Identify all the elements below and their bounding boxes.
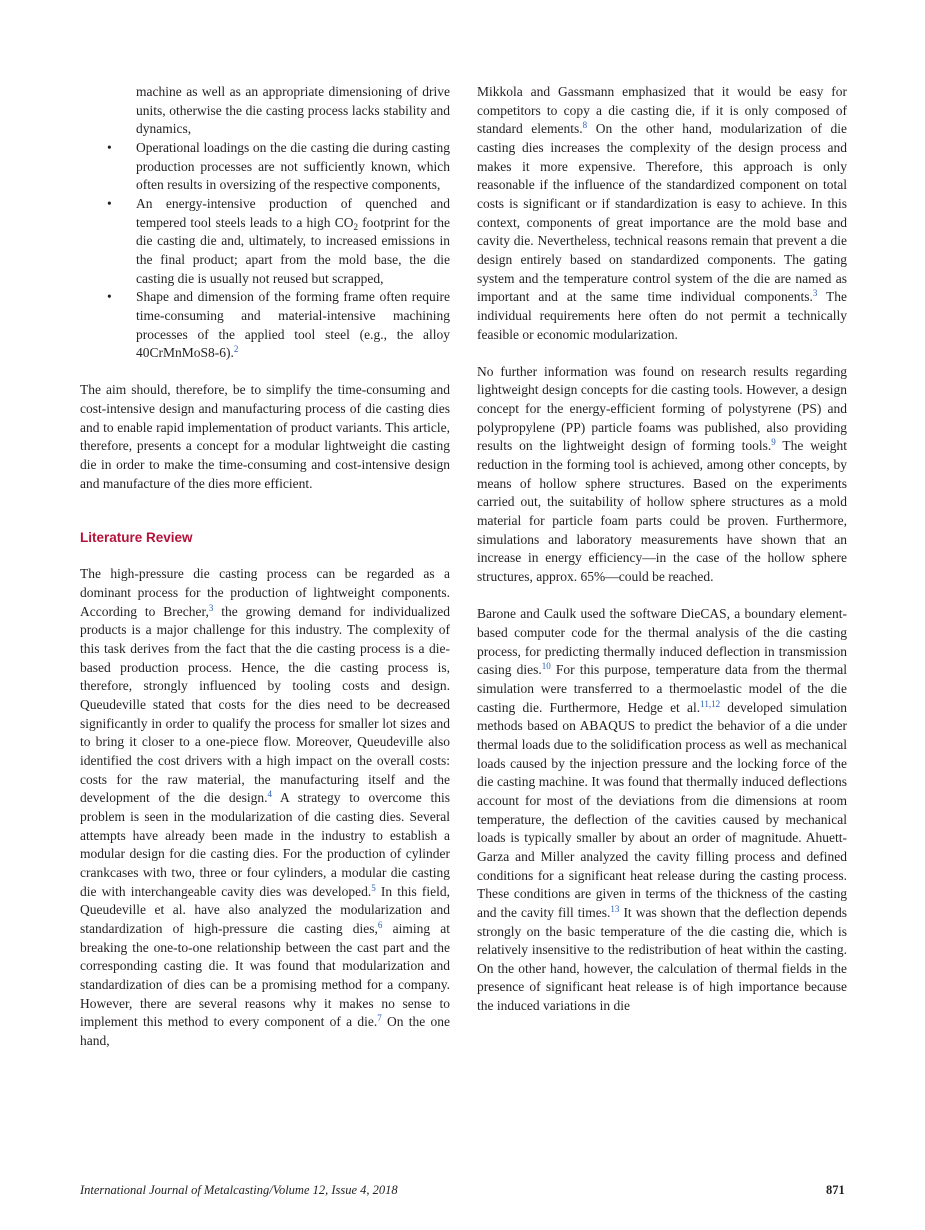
citation-link[interactable]: 5: [371, 882, 376, 893]
text-run: No further information was found on research results regarding lightweight design concepts for die casting tools. However, a design concept for the energy-efficient forming of polystyrene (PS) and polypropylene (PP) particle foams was published, also providing results on the lightweight design of forming tools.: [477, 363, 847, 454]
bullet-text: [136, 140, 450, 192]
journal-footer: International Journal of Metalcasting/Volume 12, Issue 4, 2018: [80, 1183, 398, 1197]
bullet-list: [80, 83, 450, 363]
subscript: 2: [353, 221, 358, 232]
citation-link[interactable]: 7: [377, 1013, 382, 1024]
citation-link[interactable]: 13: [610, 903, 620, 914]
citation-link[interactable]: 3: [208, 602, 214, 613]
text-run: Mikkola and Gassmann emphasized that it would be easy for competitors to copy a die casting die, if it is only composed of standard elements.: [477, 84, 847, 137]
left-column: [80, 83, 450, 1050]
text-run: The weight reduction in the forming tool is achieved, among other concepts, by means of hollow sphere structures. Based on the experiments carried out, the suitability of hollow sphere structures as a mold material for particle foam parts could be proven. Furthermore, simulations and laboratory measurements have shown that an increase in energy efficiency—in the case of the hollow sphere structures, approx. 65%—could be reached.: [477, 438, 847, 585]
right-column: [477, 83, 847, 1016]
citation-link[interactable]: 6: [377, 919, 383, 930]
text-run: Shape and dimension of the forming frame often require time-consuming and material-intensive machining processes of the applied tool steel (e.g., the alloy 40CrMnMoS8-6).: [136, 289, 450, 361]
citation-link[interactable]: 10: [541, 661, 551, 672]
text-run: For this purpose, temperature data from the thermal simulation were transferred to a thermoelastic model of the die casting die. Furthermore, Hedge et al.: [477, 662, 847, 715]
review-paragraph: [80, 565, 450, 1050]
body-paragraph: [477, 605, 847, 1015]
citation-link[interactable]: 11,12: [700, 698, 721, 709]
bullet-text: [136, 84, 450, 136]
citation-link[interactable]: 9: [771, 437, 776, 448]
text-run: The high-pressure die casting process can be regarded as a dominant process for the production of lightweight components. According to Brecher,: [80, 566, 450, 619]
bullet-icon: •: [107, 289, 112, 305]
section-heading: Literature Review: [80, 530, 193, 546]
text-run: the growing demand for individualized products is a major challenge for this industry. The complexity of this task derives from the fact that the die casting process is a die-based production process. Hence, the die casting process is, therefore, strongly influenced by tooling costs and design. Queudeville stated that costs for the dies need to be decreased significantly in order to qualify the process for smaller lot sizes and to bring it closer to a one-piece flow. Moreover, Queudeville also identified the cost drivers with a high impact on the overall costs: costs for the raw material, the manufacturing itself and the development of the die design.: [80, 603, 450, 806]
bullet-text: [136, 289, 450, 360]
bullet-item: [80, 288, 450, 363]
aim-paragraph: [80, 381, 450, 493]
text-run: Operational loadings on the die casting die during casting production processes are not sufficiently known, which often results in oversizing of the respective components,: [136, 139, 450, 193]
text-run: It was shown that the deflection depends strongly on the basic temperature of the die casting die, which is relatively insensitive to the redistribution of heat within the casting. On the other hand, however, the calculation of thermal fields in the presence of significant heat release is of high importance because the induced variations in die: [477, 904, 847, 1014]
citation-link[interactable]: 3: [812, 288, 818, 299]
page-number: 871: [826, 1183, 845, 1197]
text-run: Barone and Caulk used the software DieCAS, a boundary element-based computer code for the thermal analysis of the die casting process, for predicting thermally induced deflection in transmission casing dies.: [477, 606, 847, 678]
text-run: aiming at breaking the one-to-one relationship between the cast part and the corresponding casting die. It was found that modularization and standardization of dies can be a promising method for a company. However, there are several reasons why it makes no sense to implement this method to every component of a die.: [80, 920, 450, 1030]
text-run: A strategy to overcome this problem is seen in the modularization of die casting dies. Several attempts have already been made in the industry to establish a modular design for die casting dies. For the production of cylinder crankcases with two, three or four cylinders, a modular die casting die with interchangeable cavity dies was developed.: [80, 790, 450, 899]
bullet-item: [80, 195, 450, 288]
citation-link[interactable]: 2: [233, 344, 239, 355]
text-run: machine as well as an appropriate dimensioning of drive units, otherwise the die casting process lacks stability and dynamics,: [136, 84, 450, 137]
text-run: On the other hand, modularization of die casting dies increases the complexity of the design process and makes it more expensive. Therefore, this approach is only reasonable if the influence of the standardized component on total costs is significant or if standardization is easy to achieve. In this context, components of great importance are the mold base and cavity die. Nevertheless, technical reasons remain that prevent a die design entirely based on standardized components. The gating system and the temperature control system of the die are named as important and at the same time individual components.: [477, 121, 848, 305]
text-run: On the one hand,: [80, 1014, 451, 1048]
text-run: In this field, Queudeville et al. have also analyzed the modularization and standardization of high-pressure die casting dies,: [80, 883, 450, 936]
citation-link[interactable]: 4: [267, 789, 273, 800]
text-run: The aim should, therefore, be to simplify the time-consuming and cost-intensive design and manufacturing process of die casting dies and to enable rapid implementation of product variants. This article, therefore, presents a concept for a modular lightweight die casting die in order to make the time-consuming and cost-intensive design and manufacture of the dies more efficient.: [80, 382, 450, 491]
bullet-icon: •: [107, 195, 112, 211]
text-run: An energy-intensive production of quenched and tempered tool steels leads to a high CO: [136, 195, 450, 230]
bullet-item: [80, 83, 450, 139]
bullet-item: [80, 139, 450, 195]
citation-link[interactable]: 8: [582, 120, 588, 131]
text-run: developed simulation methods based on ABAQUS to predict the behavior of a die under thermal loads due to the solidification process as well as mechanical loads caused by the injection pressure and the locking force of the die casting machine. It was found that thermally induced deflections account for most of the deviations from die dimensions at room temperature, the deflection of the cavities caused by mechanical loads is typically smaller by about an order of magnitude. Ahuett-Garza and Miller analyzed the cavity filling process and defined conditions for a significant heat release during the casting process. These conditions are given in terms of the thickness of the casting and the cavity fill times.: [477, 699, 847, 920]
text-run: footprint for the die casting die and, ultimately, to increased emissions in the final product; apart from the mold base, the die casting die is usually not reused but scrapped,: [136, 214, 451, 286]
body-paragraph: [477, 83, 847, 344]
text-run: The individual requirements here often do not permit a technically feasible or economic modularization.: [477, 289, 848, 342]
body-paragraph: [477, 363, 847, 587]
bullet-text: [136, 196, 450, 286]
bullet-icon: •: [107, 139, 112, 155]
